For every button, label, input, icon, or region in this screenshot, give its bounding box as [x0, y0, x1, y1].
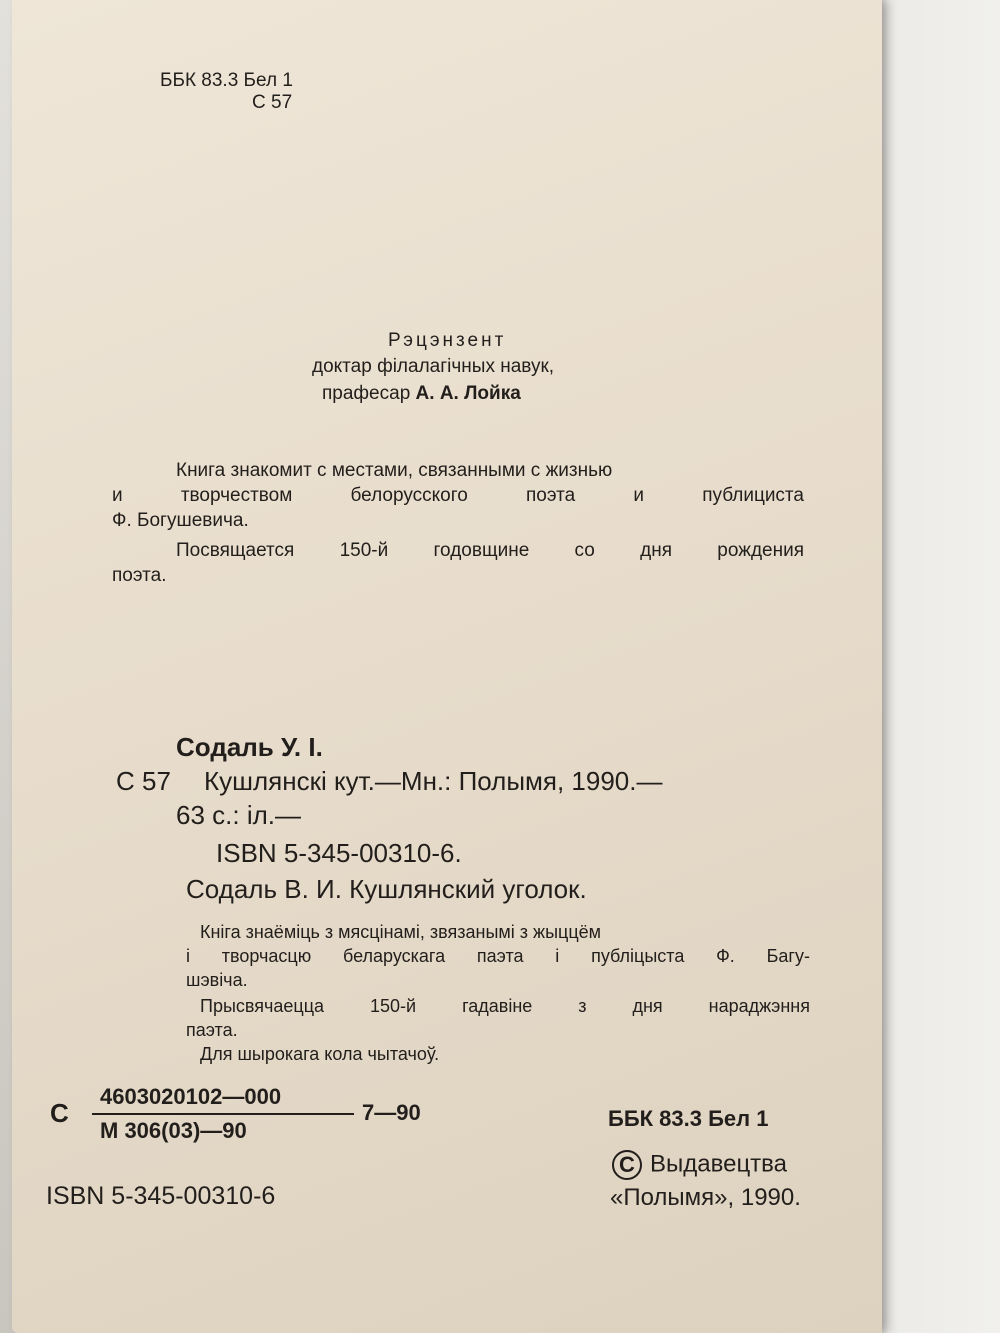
- copyright-icon: С: [612, 1150, 642, 1180]
- catalog-title: Кушлянскі кут.—Мн.: Полымя, 1990.—: [204, 766, 663, 796]
- header-code: С 57: [252, 92, 293, 113]
- summary-line: Посвящается 150-й годовщине со дня рождения: [176, 540, 804, 561]
- annotation-line: Прысвячаецца 150-й гадавіне з дня нараджэння: [200, 996, 810, 1016]
- publisher-name: Выдавецтва: [650, 1150, 788, 1178]
- annotation-line: шэвіча.: [186, 970, 248, 990]
- catalog-isbn: ISBN 5-345-00310-6.: [216, 838, 462, 868]
- header-classification: ББК 83.3 Бел 1: [160, 70, 293, 91]
- summary-line: Книга знакомит с местами, связанными с жизнью: [176, 460, 613, 481]
- footer-classification: ББК 83.3 Бел 1: [608, 1106, 769, 1131]
- annotation-line: паэта.: [186, 1020, 238, 1040]
- footer-publisher-line1: [612, 1150, 787, 1180]
- footer-letter: С: [50, 1098, 69, 1128]
- summary-line: и творчеством белорусского поэта и публициста: [112, 485, 804, 506]
- adjacent-page: [870, 0, 1000, 1333]
- annotation-line: і творчасцю беларускага паэта і публіцыста Ф. Багу-: [186, 946, 810, 966]
- catalog-pages: 63 с.: іл.—: [176, 800, 301, 830]
- summary-line: поэта.: [112, 565, 167, 586]
- footer-denominator: М 306(03)—90: [100, 1118, 247, 1143]
- summary-line: Ф. Богушевича.: [112, 510, 249, 531]
- footer-suffix: 7—90: [362, 1100, 421, 1125]
- annotation-line: Кніга знаёміць з мясцінамі, звязанымі з жыццём: [200, 922, 602, 942]
- reviewer-name: А. А. Лойка: [415, 383, 521, 404]
- annotation-line: Для шырокага кола чытачоў.: [200, 1044, 440, 1064]
- footer-publisher-line2: «Полымя», 1990.: [610, 1184, 801, 1211]
- catalog-code: С 57: [116, 766, 171, 796]
- reviewer-degree: доктар філалагічных навук,: [312, 356, 555, 377]
- catalog-ru-title: Содаль В. И. Кушлянский уголок.: [186, 874, 587, 904]
- footer-numerator: 4603020102—000: [100, 1084, 282, 1109]
- footer-isbn: ISBN 5-345-00310-6: [46, 1182, 276, 1210]
- reviewer-heading: Рэцэнзент: [388, 330, 507, 351]
- reviewer-title: прафесар: [322, 383, 411, 404]
- reviewer-name-line: [322, 383, 521, 405]
- catalog-author: Содаль У. І.: [176, 732, 323, 762]
- fraction-line: [92, 1113, 354, 1115]
